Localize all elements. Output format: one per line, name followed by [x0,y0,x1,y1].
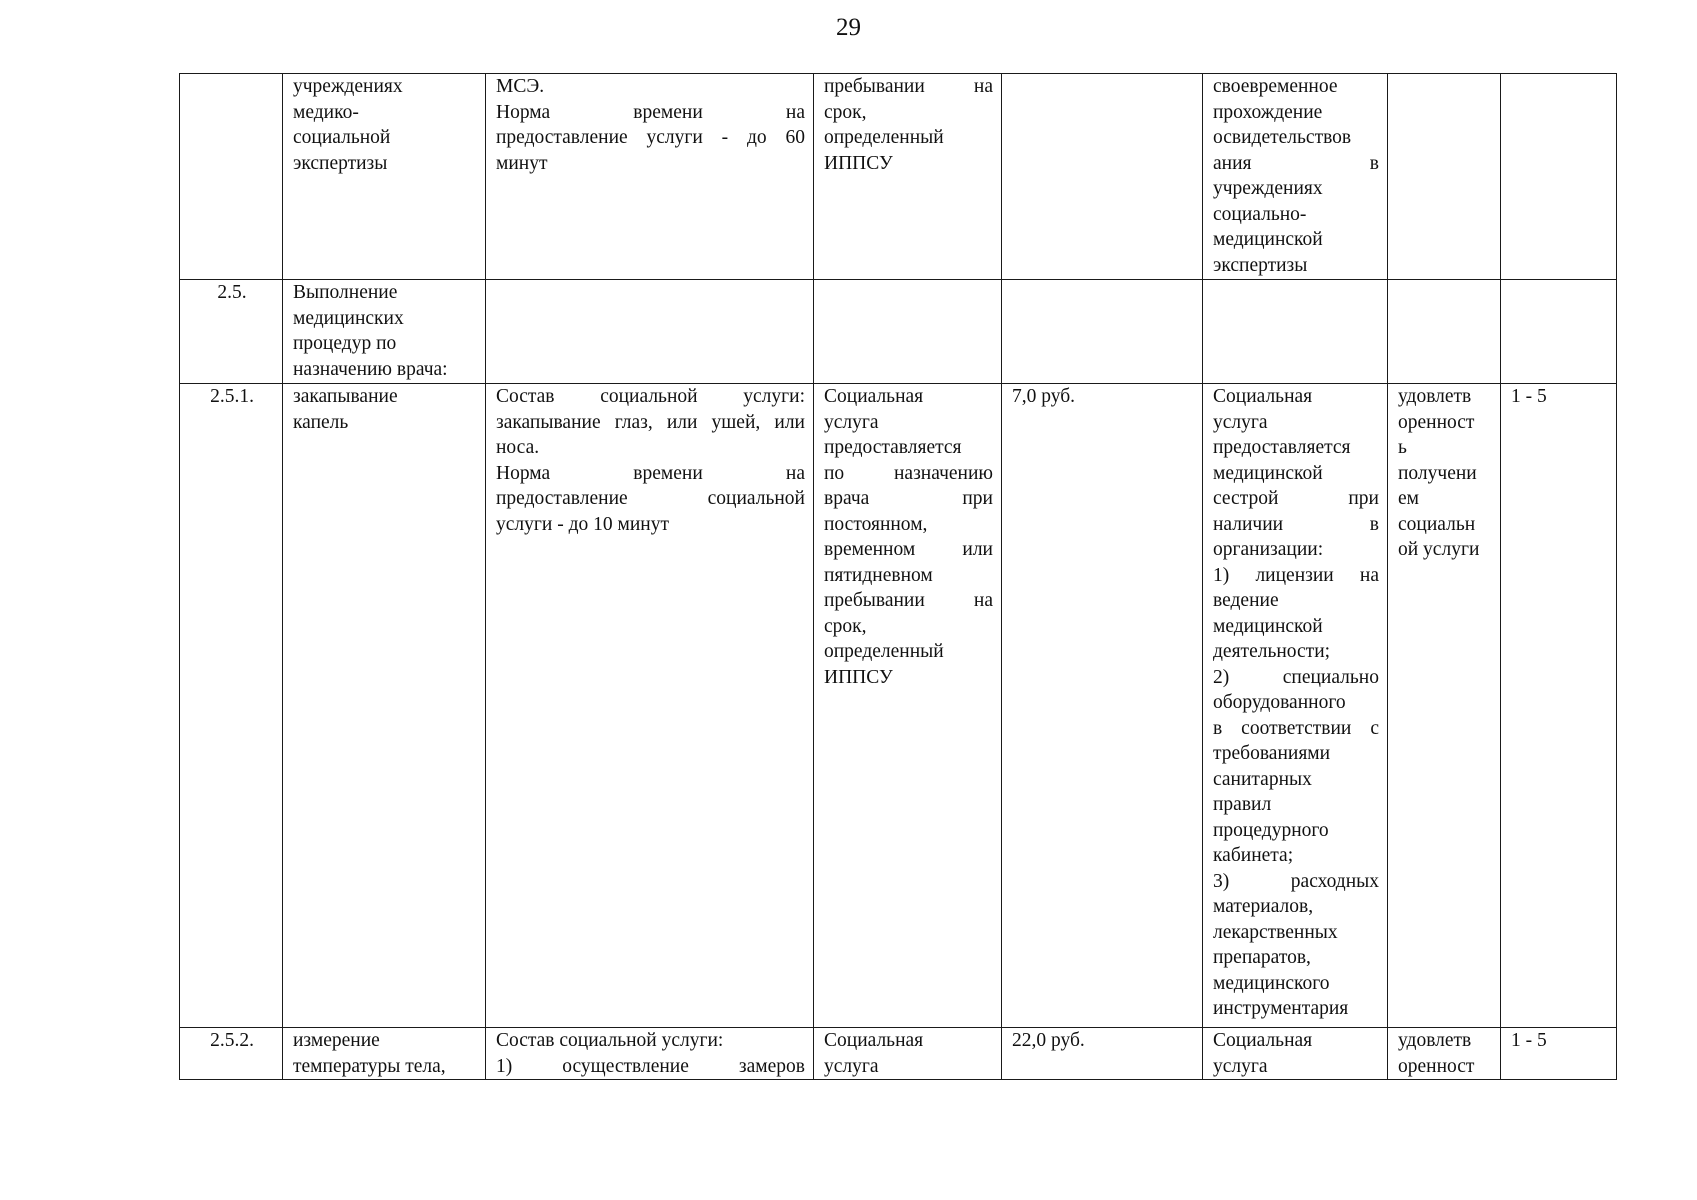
cell-period [1501,280,1617,384]
cell-line: медицинского [1213,972,1330,994]
cell-line: услуга [824,411,879,433]
cell-service-name [283,74,486,280]
cell-conditions [814,280,1002,384]
cell-line: ой услуги [1398,539,1480,560]
cell-line: минут [496,152,548,174]
cell-line: пятидневном [824,564,933,586]
cell-line: Состав социальной услуги: [496,386,805,407]
cell-line: Состав социальной услуги: [496,1030,724,1051]
cell-line: оборудованного [1213,692,1346,713]
cell-line: экспертизы [1213,254,1308,276]
cell-line: в соответствии с [1213,717,1379,739]
cell-line: носа. [496,437,540,458]
cell-line: экспертизы [293,152,388,174]
table-row [180,1028,1617,1080]
cell-line: предоставление социальной [496,488,805,509]
cell-line: процедур по [293,333,397,354]
cell-line: инструментария [1213,998,1349,1019]
cell-indicators [1203,74,1388,280]
cell-line: временном или [824,539,993,560]
cell-period: 1 - 5 [1501,384,1617,1028]
cell-number: 2.5.1. [180,384,283,1028]
cell-line: правил [1213,794,1272,815]
cell-line: медицинской [1213,229,1323,250]
table-row [180,384,1617,1028]
cell-line: препаратов, [1213,947,1311,968]
cell-line: учреждениях [293,76,403,97]
cell-conditions [814,1028,1002,1080]
cell-line: пребывании на [824,590,993,611]
cell-description [486,280,814,384]
cell-tariff [1002,74,1203,280]
cell-line: медицинской [1213,462,1323,484]
cell-line: освидетельствов [1213,127,1352,148]
cell-line: 1) лицензии на [1213,564,1379,586]
cell-line: срок, [824,615,867,637]
cell-evaluation [1388,280,1501,384]
cell-line: ИППСУ [824,152,893,174]
cell-line: требованиями [1213,743,1331,764]
cell-line: ь [1398,437,1407,458]
cell-line: услуга [824,1055,879,1077]
cell-description [486,384,814,1028]
cell-line: социальн [1398,513,1476,535]
cell-conditions [814,74,1002,280]
cell-service-name [283,1028,486,1080]
cell-line: Норма времени на [496,462,805,484]
cell-line: врача при [824,488,993,509]
cell-number: 2.5.2. [180,1028,283,1080]
cell-line: услуга [1213,411,1268,433]
cell-line: своевременное [1213,76,1338,97]
cell-line: наличии в [1213,513,1379,535]
cell-service-name [283,384,486,1028]
cell-line: по назначению [824,462,993,484]
cell-line: назначению врача: [293,358,448,380]
cell-line: кабинета; [1213,845,1294,866]
cell-line: температуры тела, [293,1055,446,1077]
cell-line: услуги - до 10 минут [496,513,669,535]
cell-line: Социальная [824,386,924,407]
cell-line: получени [1398,462,1477,484]
cell-indicators [1203,384,1388,1028]
cell-evaluation [1388,384,1501,1028]
cell-line: социально- [1213,203,1307,225]
cell-description [486,1028,814,1080]
cell-line: срок, [824,101,867,123]
cell-line: предоставляется [824,437,962,458]
cell-line: медицинских [293,307,404,329]
cell-line: ведение [1213,590,1279,611]
cell-evaluation [1388,1028,1501,1080]
cell-line: оренност [1398,411,1475,433]
cell-conditions [814,384,1002,1028]
cell-line: капель [293,411,349,433]
cell-line: Социальная [1213,1030,1313,1051]
cell-indicators [1203,1028,1388,1080]
cell-period [1501,74,1617,280]
cell-line: определенный [824,127,944,148]
cell-line: Выполнение [293,282,398,303]
cell-line: 2) специально [1213,666,1379,688]
cell-line: оренност [1398,1055,1475,1077]
cell-line: санитарных [1213,768,1312,790]
cell-line: 1) осуществление замеров [496,1055,805,1077]
cell-line: учреждениях [1213,178,1323,199]
cell-line: Норма времени на [496,101,805,123]
cell-evaluation [1388,74,1501,280]
cell-line: медицинской [1213,615,1323,637]
cell-line: постоянном, [824,513,928,535]
cell-indicators [1203,280,1388,384]
cell-number: 2.5. [180,280,283,384]
cell-line: социальной [293,127,391,148]
cell-line: предоставляется [1213,437,1351,458]
cell-line: сестрой при [1213,488,1379,509]
cell-line: ания в [1213,152,1379,174]
cell-line: измерение [293,1030,380,1051]
cell-line: 3) расходных [1213,870,1379,892]
cell-line: удовлетв [1398,386,1472,407]
cell-line: пребывании на [824,76,993,97]
cell-tariff: 7,0 руб. [1002,384,1203,1028]
cell-line: медико- [293,101,359,123]
cell-line: МСЭ. [496,76,545,97]
cell-line: закапывание глаз, или ушей, или [496,411,805,433]
cell-line: Социальная [824,1030,924,1051]
services-table [179,73,1617,1080]
cell-description [486,74,814,280]
cell-line: деятельности; [1213,641,1331,662]
cell-period: 1 - 5 [1501,1028,1617,1080]
cell-line: определенный [824,641,944,662]
cell-line: ИППСУ [824,666,893,688]
cell-service-name [283,280,486,384]
cell-line: предоставление услуги - до 60 [496,127,805,148]
cell-line: процедурного [1213,819,1329,841]
cell-line: услуга [1213,1055,1268,1077]
table-row [180,74,1617,280]
cell-line: прохождение [1213,101,1323,123]
cell-line: материалов, [1213,896,1314,917]
cell-line: Социальная [1213,386,1313,407]
table-row [180,280,1617,384]
cell-line: закапывание [293,386,398,407]
cell-line: ем [1398,488,1419,509]
cell-line: лекарственных [1213,921,1338,943]
cell-line: организации: [1213,539,1324,560]
cell-line: удовлетв [1398,1030,1472,1051]
cell-tariff [1002,280,1203,384]
cell-tariff: 22,0 руб. [1002,1028,1203,1080]
cell-number [180,74,283,280]
page-number: 29 [836,14,861,41]
